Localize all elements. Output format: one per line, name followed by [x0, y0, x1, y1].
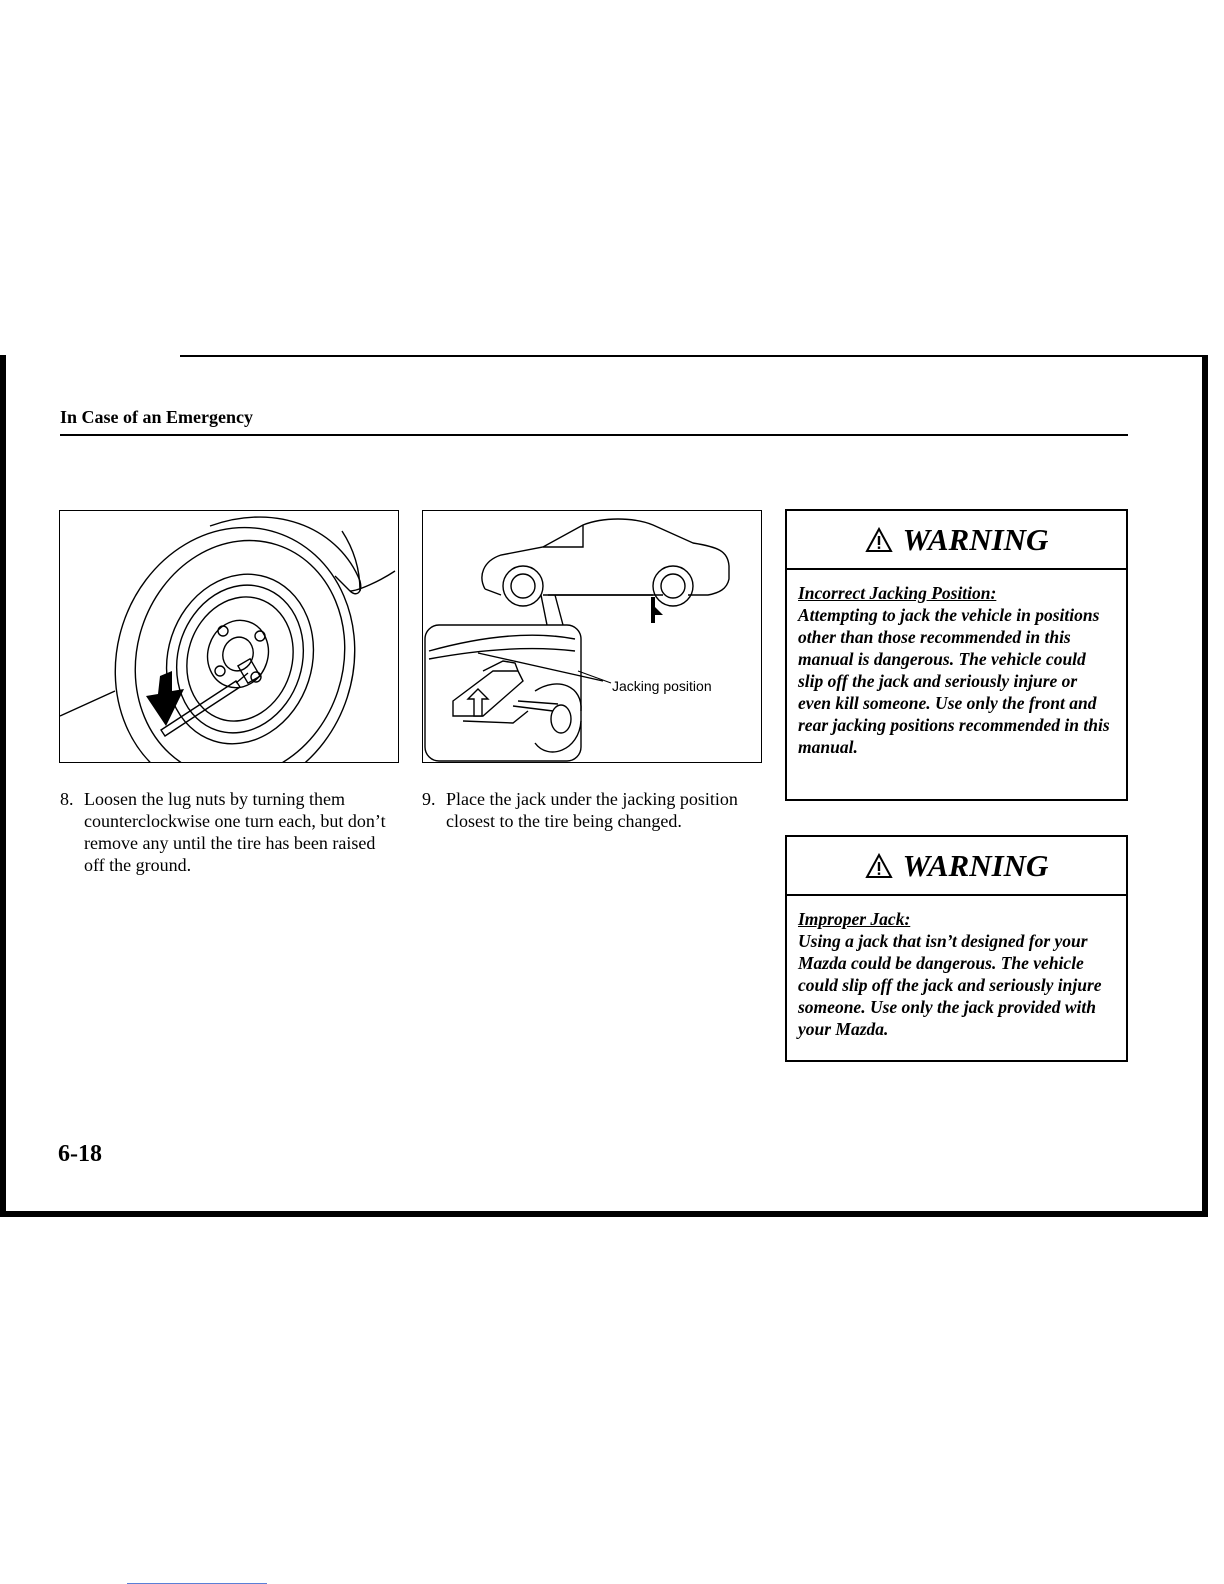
figure-lug-nut-wrench: [59, 510, 399, 763]
warning-text: Using a jack that isn’t designed for your Mazda could be dangerous. The vehicle could slip off the jack and seriously injure someone. Use only the jack provided with your Mazda.: [798, 931, 1102, 1039]
step-number: 9.: [422, 789, 436, 809]
step-text: Loosen the lug nuts by turning them counterclockwise one turn each, but don’t remove any until the tire has been raised off the ground.: [84, 789, 386, 875]
step-9: [422, 788, 762, 832]
warning-box-jacking-position: [785, 509, 1128, 801]
warning-header: [787, 511, 1126, 570]
warning-subtitle: Improper Jack:: [798, 909, 911, 929]
figure-jacking-position: [422, 510, 762, 763]
step-number: 8.: [60, 789, 74, 809]
jacking-illustration: [423, 511, 761, 762]
jacking-point-arrow-icon: [651, 597, 663, 623]
warning-triangle-icon: [865, 853, 893, 879]
step-text: Place the jack under the jacking position closest to the tire being changed.: [446, 789, 738, 831]
warning-title: WARNING: [902, 847, 1049, 883]
warning-subtitle: Incorrect Jacking Position:: [798, 583, 997, 603]
warning-text: Attempting to jack the vehicle in positions other than those recommended in this manual is dangerous. The vehicle could slip off the jack and seriously injure or even kill someone. Use only the front and rear jacking positions recommended in this manual.: [798, 605, 1110, 757]
warning-triangle-icon: [865, 527, 893, 553]
page-frame-left: [0, 355, 6, 1217]
warning-header: [787, 837, 1126, 896]
header-rule: [60, 434, 1128, 436]
section-title: In Case of an Emergency: [60, 407, 253, 427]
wheel-wrench-illustration: [60, 511, 398, 762]
page-frame-right: [1202, 355, 1208, 1217]
page-number: 6-18: [58, 1141, 102, 1167]
step-8: [60, 788, 400, 876]
turn-direction-arrow-icon: [146, 671, 184, 726]
warning-box-improper-jack: [785, 835, 1128, 1062]
warning-title: WARNING: [902, 521, 1049, 557]
page-frame-bottom: [0, 1211, 1208, 1217]
jacking-position-label: Jacking position: [612, 678, 712, 694]
page-frame-top: [180, 355, 1208, 357]
